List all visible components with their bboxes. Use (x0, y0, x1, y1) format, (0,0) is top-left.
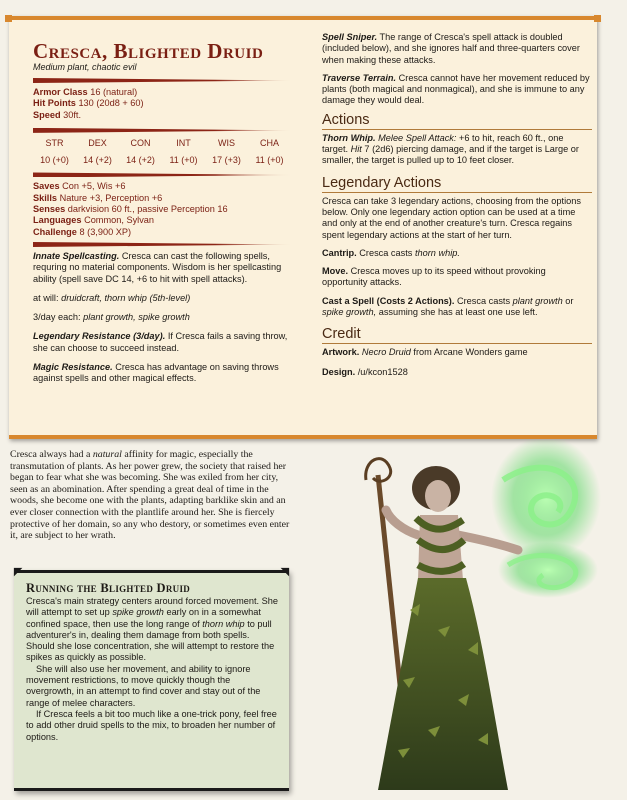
ability-name: DEX (88, 137, 107, 148)
traverse-terrain: Traverse Terrain. Cresca cannot have her movement reduced by plants (both magical and nonmagical), and she is immune to any damage they would deal. (322, 72, 590, 106)
spells-daily: 3/day each: plant growth, spike growth (33, 312, 190, 323)
ability-score: 10 (+0) (40, 155, 69, 166)
sidebar-paragraph: She will also use her movement, and ability to ignore movement restrictions, to move quickly though the overgrowth, in an attempt to find cover and stay out of the range of melee characters. (26, 663, 261, 708)
magic-glow (491, 440, 601, 560)
credit-artwork: Artwork. Necro Druid from Arcane Wonders game (322, 347, 528, 358)
legendary-intro: Cresca can take 3 legendary actions, choosing from the options below. Only one legendary action option can be used at a time and only at the end of another creature's turn. Cresca regains spent legendary actions at the start of her turn. (322, 195, 581, 240)
innate-spellcasting: Innate Spellcasting. Cresca can cast the following spells, requring no material components. Wisdom is her spellcasting ability (spell save DC 14, +6 to hit with spell attacks). (33, 250, 282, 284)
sidebar-paragraph: Cresca's main strategy centers around forced movement. She will attempt to set up spike growth early on in a somewhat confined space, then use the long range of thorn whip to pull adventurer's in, dealing them damage from both spells. Should she lose concentration, she will attempt to restore the spikes as quickly as possible. (26, 596, 278, 663)
ability-name: WIS (218, 137, 235, 148)
divider (33, 128, 293, 133)
ability-name: CHA (259, 137, 279, 148)
legendary-actions-heading: Legendary Actions (322, 175, 592, 193)
credit-design: Design. /u/kcon1528 (322, 366, 408, 377)
druid-artwork (318, 440, 618, 800)
speed: Speed 30ft. (33, 109, 82, 120)
divider (33, 172, 293, 177)
armor-class: Armor Class 16 (natural) (33, 87, 138, 97)
credit-heading: Credit (322, 326, 592, 344)
figure-arm-left (386, 510, 418, 535)
legendary-cast-spell: Cast a Spell (Costs 2 Actions). Cresca casts plant growth or spike growth, assuming she has at least one use left. (322, 295, 574, 318)
stat-block-left-column (33, 32, 293, 390)
ability-name: CON (130, 137, 151, 148)
sidebar-paragraph: If Cresca feels a bit too much like a one-trick pony, feel free to add other druid spells to the mix, to broaden her number of options. (26, 708, 277, 742)
ability-score: 14 (+2) (83, 155, 112, 166)
spells-at-will: at will: druidcraft, thorn whip (5th-level) (33, 292, 191, 303)
stat-block-right-column (322, 32, 592, 383)
legendary-cantrip: Cantrip. Cresca casts thorn whip. (322, 247, 460, 258)
figure-face (425, 480, 451, 512)
spell-sniper: Spell Sniper. The range of Cresca's spell attack is doubled (included below), and she ignores half and three-quarters cover when making these attacks. (322, 32, 580, 65)
ability-scores (33, 155, 293, 166)
challenge: Challenge 8 (3,900 XP) (33, 226, 132, 237)
skills: Skills Nature +3, Perception +6 (33, 192, 163, 203)
ability-name: STR (45, 137, 64, 148)
monster-name: Cresca, Blighted Druid (33, 39, 264, 63)
sidebar-box (14, 570, 289, 791)
ability-score: 14 (+2) (126, 155, 155, 166)
ability-score: 11 (+0) (255, 155, 284, 166)
lore-paragraph: Cresca always had a natural affinity for magic, especially the transmutation of plants. As her power grew, the society that raised her began to fear what she was becoming. She was exiled from her city, seen as an abomination. After spending a great deal of time in the woods, she become one with the plants, adapting barklike skin and an ever closer connection with the plantlife around her. She is fiercely protective of her domain, so any who destory, or sometimes even enter it, are subject to her wrath. (10, 449, 290, 542)
saves: Saves Con +5, Wis +6 (33, 181, 126, 192)
sidebar-title: Running the Blighted Druid (26, 581, 191, 595)
ability-score: 17 (+3) (212, 155, 241, 166)
ability-headers (33, 138, 293, 149)
legendary-move: Move. Cresca moves up to its speed without provoking opportunity attacks. (322, 266, 546, 288)
languages: Languages Common, Sylvan (33, 215, 155, 226)
hit-points: Hit Points 130 (20d8 + 60) (33, 98, 144, 109)
actions-heading: Actions (322, 112, 592, 130)
ability-score: 11 (+0) (169, 155, 198, 166)
thorn-whip-action: Thorn Whip. Melee Spell Attack: +6 to hit, reach 60 ft., one target. Hit 7 (2d6) piercing damage, and if the target is Large or smaller, the target is pulled up to 10 feet closer. (322, 132, 579, 166)
legendary-resistance: Legendary Resistance (3/day). If Cresca fails a saving throw, she can choose to succeed instead. (33, 331, 288, 353)
stat-block (9, 16, 597, 439)
divider (33, 78, 293, 83)
senses: Senses darkvision 60 ft., passive Perception 16 (33, 204, 228, 215)
magic-resistance: Magic Resistance. Cresca has advantage on saving throws against spells and other magical effects. (33, 362, 279, 384)
ability-name: INT (176, 137, 191, 148)
monster-type: Medium plant, chaotic evil (33, 62, 137, 72)
divider (33, 242, 293, 247)
